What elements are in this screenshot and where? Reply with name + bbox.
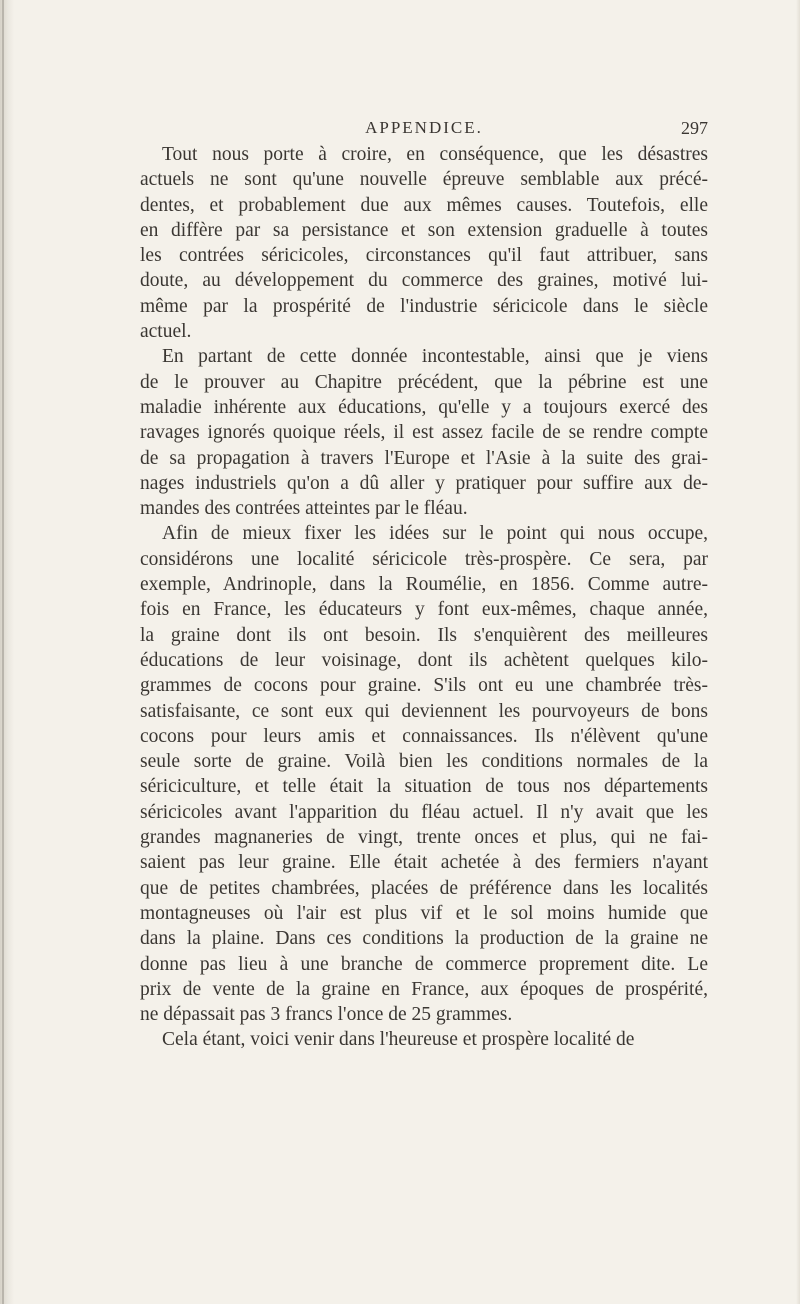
text-line: les contrées séricicoles, circonstances qu'il faut attribuer, sans — [140, 245, 708, 267]
text-line: nages industriels qu'on a dû aller y pratiquer pour suffire aux de- — [140, 472, 708, 494]
text-line: dans la plaine. Dans ces conditions la production de la graine ne — [140, 928, 708, 950]
text-line: éducations de leur voisinage, dont ils achètent quelques kilo- — [140, 649, 708, 671]
text-line: en diffère par sa persistance et son extension graduelle à toutes — [140, 219, 708, 241]
text-line: En partant de cette donnée incontestable, ainsi que je viens — [162, 346, 708, 368]
text-line: saient pas leur graine. Elle était achetée à des fermiers n'ayant — [140, 852, 708, 874]
text-line: la graine dont ils ont besoin. Ils s'enquièrent des meilleures — [140, 624, 708, 646]
page-header — [140, 116, 708, 140]
paragraph — [140, 1027, 708, 1052]
page-binding-line — [2, 0, 4, 1304]
text-line: même par la prospérité de l'industrie séricicole dans le siècle — [140, 295, 708, 317]
text-line: maladie inhérente aux éducations, qu'elle y a toujours exercé des — [140, 396, 708, 418]
text-line: considérons une localité séricicole très-prospère. Ce sera, par — [140, 548, 708, 570]
paragraph — [140, 142, 708, 344]
text-line: Tout nous porte à croire, en conséquence, que les désastres — [162, 144, 708, 165]
text-line: montagneuses où l'air est plus vif et le sol moins humide que — [140, 902, 708, 924]
text-line: séricicoles avant l'apparition du fléau actuel. Il n'y avait que les — [140, 801, 708, 823]
text-line: cocons pour leurs amis et connaissances. Ils n'élèvent qu'une — [140, 725, 708, 747]
body-text — [140, 142, 708, 1053]
text-line: fois en France, les éducateurs y font eux-mêmes, chaque année, — [140, 599, 708, 621]
text-line: Afin de mieux fixer les idées sur le point qui nous occupe, — [162, 523, 708, 545]
text-line: sériciculture, et telle était la situation de tous nos départements — [140, 776, 708, 798]
text-line: mandes des contrées atteintes par le fléau. — [140, 498, 468, 520]
text-line: satisfaisante, ce sont eux qui deviennent les pourvoyeurs de bons — [140, 700, 708, 722]
text-line: actuel. — [140, 321, 192, 343]
text-line: que de petites chambrées, placées de préférence dans les localités — [140, 877, 708, 899]
page-right-edge — [796, 0, 800, 1304]
running-head: APPENDICE. — [365, 118, 483, 137]
text-line: ravages ignorés quoique réels, il est assez facile de se rendre compte — [140, 422, 708, 444]
text-line: donne pas lieu à une branche de commerce proprement dite. Le — [140, 953, 708, 975]
paragraph — [140, 344, 708, 521]
text-line: exemple, Andrinople, dans la Roumélie, en 1856. Comme autre- — [140, 574, 708, 596]
text-line: grammes de cocons pour graine. S'ils ont eu une chambrée très- — [140, 675, 708, 697]
text-line: dentes, et probablement due aux mêmes causes. Toutefois, elle — [140, 194, 708, 216]
text-line: actuels ne sont qu'une nouvelle épreuve semblable aux précé- — [140, 169, 708, 191]
text-line: doute, au développement du commerce des graines, motivé lui- — [140, 270, 708, 292]
text-line: grandes magnaneries de vingt, trente onces et plus, qui ne fai- — [140, 827, 708, 849]
paragraph — [140, 521, 708, 1027]
text-line: de le prouver au Chapitre précédent, que la pébrine est une — [140, 371, 708, 393]
text-line: Cela étant, voici venir dans l'heureuse et prospère localité de — [162, 1029, 635, 1051]
text-line: seule sorte de graine. Voilà bien les conditions normales de la — [140, 751, 708, 773]
text-line: ne dépassait pas 3 francs l'once de 25 grammes. — [140, 1004, 513, 1026]
text-line: de sa propagation à travers l'Europe et l'Asie à la suite des grai- — [140, 447, 708, 469]
text-line: prix de vente de la graine en France, aux époques de prospérité, — [140, 978, 708, 1000]
page-number: 297 — [681, 118, 708, 138]
